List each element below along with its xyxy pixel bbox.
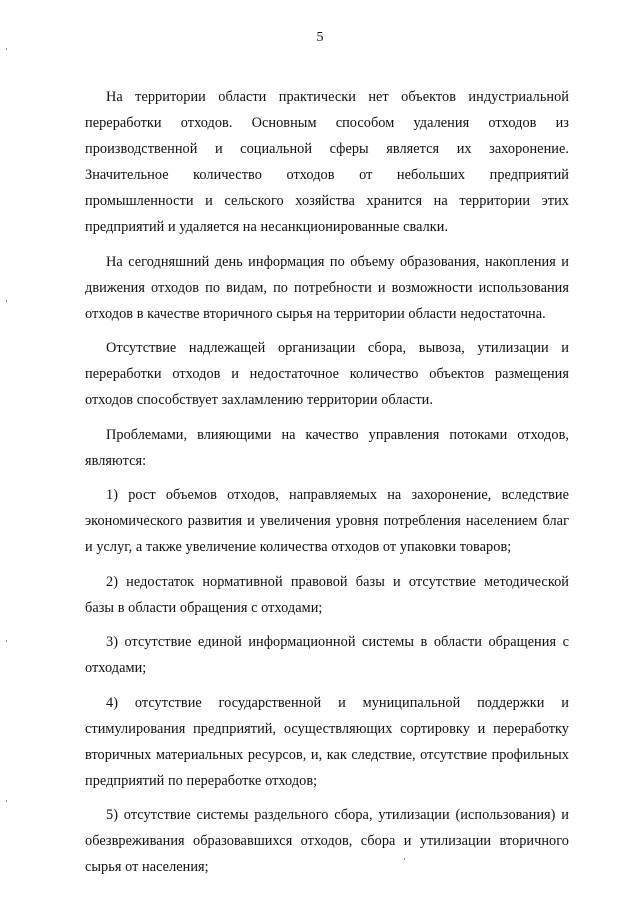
scan-mark [6, 300, 7, 302]
page-number: 5 [316, 30, 324, 45]
paragraph-3: Отсутствие надлежащей организации сбора, вывоза, утилизации и переработки отходов и недостаточное количество объектов размещения отходов способствует захламлению территории области. [85, 340, 569, 408]
list-item-1: 1) рост объемов отходов, направляемых на захоронение, вследствие экономического развития и увеличения уровня потребления населением благ и услуг, а также увеличение количества отходов от упаковки товаров; [85, 487, 569, 555]
paragraph-2: На сегодняшний день информация по объему образования, накопления и движения отходов по видам, по потребности и возможности использования отходов в качестве вторичного сырья на территории области недостаточна. [85, 253, 569, 322]
paragraph-1: На территории области практически нет объектов индустриальной переработки отходов. Основным способом удаления отходов из производственной и социальной сферы является их захоронение. Значительное количество отходов от небольших предприятий промышленности и сельского хозяйства хранится на территории этих предприятий и удаляется на несанкционированные свалки. [85, 89, 569, 235]
scan-mark [6, 640, 7, 642]
list-item-3: 3) отсутствие единой информационной системы в области обращения с отходами; [85, 634, 569, 676]
paragraph-4: Проблемами, влияющими на качество управления потоками отходов, являются: [85, 426, 569, 469]
list-item-5: 5) отсутствие системы раздельного сбора, утилизации (использования) и обезвреживания образовавшихся отходов, сбора и утилизации вторичного сырья от населения; [85, 807, 569, 875]
list-item-2: 2) недостаток нормативной правовой базы и отсутствие методической базы в области обращения с отходами; [85, 573, 569, 616]
scan-mark [6, 48, 7, 50]
list-item-4: 4) отсутствие государственной и муниципальной поддержки и стимулирования предприятий, осуществляющих сортировку и переработку вторичных материальных ресурсов, и, как следствие, отсутствие профильных предприятий по переработке отходов; [85, 694, 569, 789]
scan-mark [6, 800, 7, 802]
document-body [85, 84, 569, 889]
scan-mark [404, 858, 405, 860]
